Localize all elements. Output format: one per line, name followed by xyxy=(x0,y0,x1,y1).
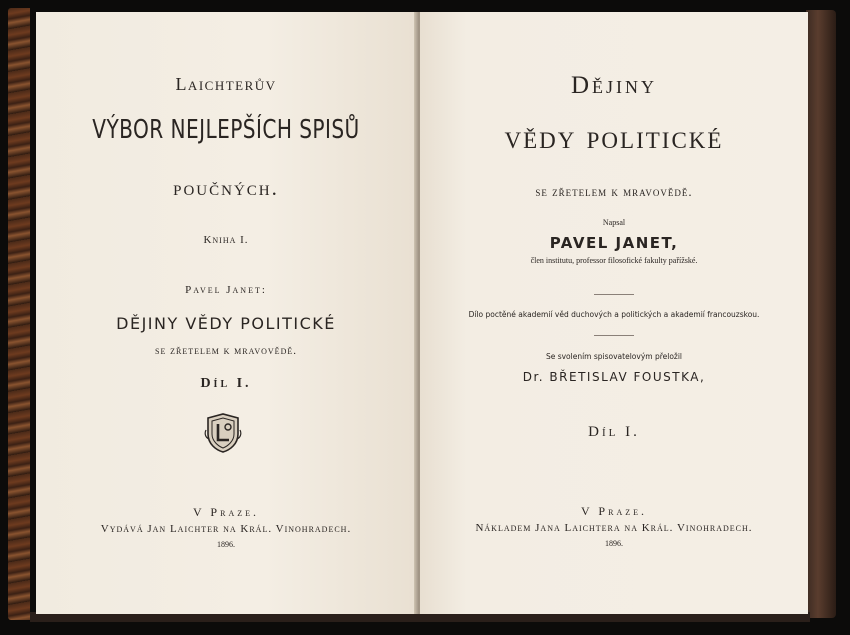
right-imprint-publisher: Nákladem Jana Laichtera na Král. Vinohradech. xyxy=(475,522,753,534)
author-affiliation: člen institutu, professor filosofické fakulty pařížské. xyxy=(530,256,698,265)
imprint-place: V Praze. xyxy=(192,505,259,519)
right-subtitle: se zřetelem k mravovědě. xyxy=(535,184,693,199)
right-imprint-year: 1896. xyxy=(605,539,623,548)
title-line-1: Dějiny xyxy=(570,72,658,99)
divider-rule-2 xyxy=(594,335,634,336)
right-volume-label: Díl I. xyxy=(588,424,640,440)
volume-label: Díl I. xyxy=(200,376,252,391)
divider-rule-1 xyxy=(594,294,634,295)
series-subtitle: poučných. xyxy=(173,176,279,200)
author-name: Pavel Janet: xyxy=(185,284,267,296)
book-cover-right xyxy=(806,10,836,618)
series-title: VÝBOR NEJLEPŠÍCH SPISŮ xyxy=(92,115,360,145)
imprint-year: 1896. xyxy=(217,540,235,549)
imprint-publisher: Vydává Jan Laichter na Král. Vinohradech. xyxy=(100,523,352,535)
book-number: Kniha I. xyxy=(203,234,249,246)
left-page xyxy=(36,12,416,614)
translator-name: Dr. BŘETISLAV FOUSTKA, xyxy=(522,370,706,384)
title-line-2: vědy politické xyxy=(504,120,724,156)
award-note: Dílo poctěné akademií věd duchových a politických a akademií francouzskou. xyxy=(468,310,760,319)
written-by-label: Napsal xyxy=(602,218,626,227)
translation-note: Se svolením spisovatelovým přeložil xyxy=(545,352,683,361)
series-publisher: Laichterův xyxy=(175,74,277,94)
book-subtitle: se zřetelem k mravovědě. xyxy=(155,345,297,357)
right-page xyxy=(420,12,808,614)
right-imprint-place: V Praze. xyxy=(580,504,647,518)
book-cover-left xyxy=(8,8,30,620)
publisher-emblem-icon xyxy=(204,412,242,454)
book-title: DĚJINY VĚDY POLITICKÉ xyxy=(116,314,336,333)
right-author-name: PAVEL JANET, xyxy=(549,234,679,252)
